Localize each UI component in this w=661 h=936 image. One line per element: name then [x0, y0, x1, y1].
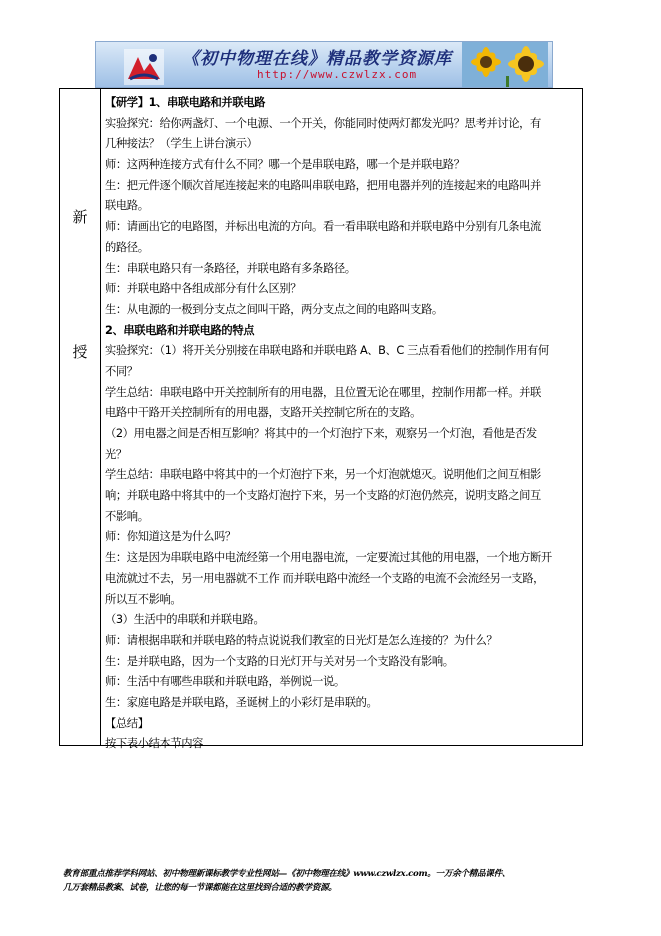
content-line: 光？: [105, 447, 127, 461]
content-line: 师：请画出它的电路图，并标出电流的方向。看一看串联电路和并联电路中分别有几条电流: [105, 220, 541, 234]
content-line: 响；并联电路中将其中的一个支路灯泡拧下来，另一个支路的灯泡仍然亮，说明支路之间互: [105, 489, 541, 503]
banner-url[interactable]: http://www.czwlzx.com: [257, 68, 418, 81]
content-line: 电路中干路开关控制所有的用电器，支路开关控制它所在的支路。: [105, 406, 422, 420]
content-line: 生：家庭电路是并联电路，圣诞树上的小彩灯是串联的。: [105, 695, 378, 709]
banner-title: 《初中物理在线》精品教学资源库: [182, 49, 452, 69]
content-line: 【研学】1、串联电路和并联电路: [105, 96, 266, 109]
content-line: 生：是并联电路，因为一个支路的日光灯开与关对另一个支路没有影响。: [105, 654, 454, 668]
content-line: 师：这两种连接方式有什么不同？哪一个是串联电路，哪一个是并联电路？: [105, 158, 465, 172]
content-line: 生：把元件逐个顺次首尾连接起来的电路叫串联电路，把用电器并列的连接起来的电路叫并: [105, 178, 541, 192]
content-line: 所以互不影响。: [105, 592, 182, 606]
content-line: 2、串联电路和并联电路的特点: [105, 323, 255, 337]
content-line: 联电路。: [105, 199, 149, 213]
content-line: 师：你知道这是为什么吗？: [105, 530, 236, 544]
content-line: 学生总结：串联电路中将其中的一个灯泡拧下来，另一个灯泡就熄灭。说明他们之间互相影: [105, 468, 541, 482]
section-label-char: 新: [72, 208, 88, 226]
content-line: 师：请根据串联和并联电路的特点说说我们教室的日光灯是怎么连接的？为什么？: [105, 633, 498, 647]
content-line: 生：串联电路只有一条路径，并联电路有多条路径。: [105, 261, 356, 275]
section-label-char: 授: [72, 343, 88, 361]
content-line: （3）生活中的串联和并联电路。: [105, 613, 265, 627]
footer-line: 几万套精品教案、试卷，让您的每一节课都能在这里找到合适的教学资源。: [63, 883, 337, 893]
content-line: 【总结】: [105, 716, 149, 730]
page-footer: [63, 867, 603, 895]
content-line: 实验探究：（1）将开关分别接在串联电路和并联电路 A、B、C 三点看看他们的控制作用有何: [105, 344, 549, 358]
content-line: 师：并联电路中各组成部分有什么区别？: [105, 282, 302, 296]
content-line: 几种接法？（学生上讲台演示）: [105, 137, 258, 151]
content-line: 生：从电源的一极到分支点之间叫干路，两分支点之间的电路叫支路。: [105, 302, 443, 316]
content-line: 不影响。: [105, 509, 149, 523]
content-line: 电流就过不去，另一用电器就不工作 而并联电路中流经一个支路的电流不会流经另一支路，: [105, 571, 545, 585]
content-line: （2）用电器之间是否相互影响？将其中的一个灯泡拧下来，观察另一个灯泡，看他是否发: [105, 427, 537, 440]
content-line: 的路径。: [105, 240, 149, 254]
content-line: 按下表小结本节内容: [105, 737, 204, 751]
content-line: 师：生活中有哪些串联和并联电路，举例说一说。: [105, 675, 345, 689]
content-line: 生：这是因为串联电路中电流经第一个用电器电流，一定要流过其他的用电器，一个地方断开: [105, 551, 552, 565]
site-logo-icon: [124, 49, 164, 85]
content-line: 实验探究：给你两盏灯、一个电源、一个开关，你能同时使两灯都发光吗？思考并讨论，有: [105, 116, 541, 130]
lesson-table: [59, 88, 583, 751]
lesson-content: [105, 93, 579, 755]
header-banner: [95, 41, 553, 88]
sunflower-icon: [462, 42, 548, 88]
content-line: 学生总结：串联电路中开关控制所有的用电器，且位置无论在哪里，控制作用都一样。并联: [105, 385, 541, 399]
section-label-column: [60, 89, 101, 745]
content-line: 不同？: [105, 364, 138, 378]
footer-line: 教育部重点推荐学科网站、初中物理新课标教学专业性网站—《初中物理在线》www.czwlzx.com。一万余个精品课件、: [63, 869, 511, 879]
